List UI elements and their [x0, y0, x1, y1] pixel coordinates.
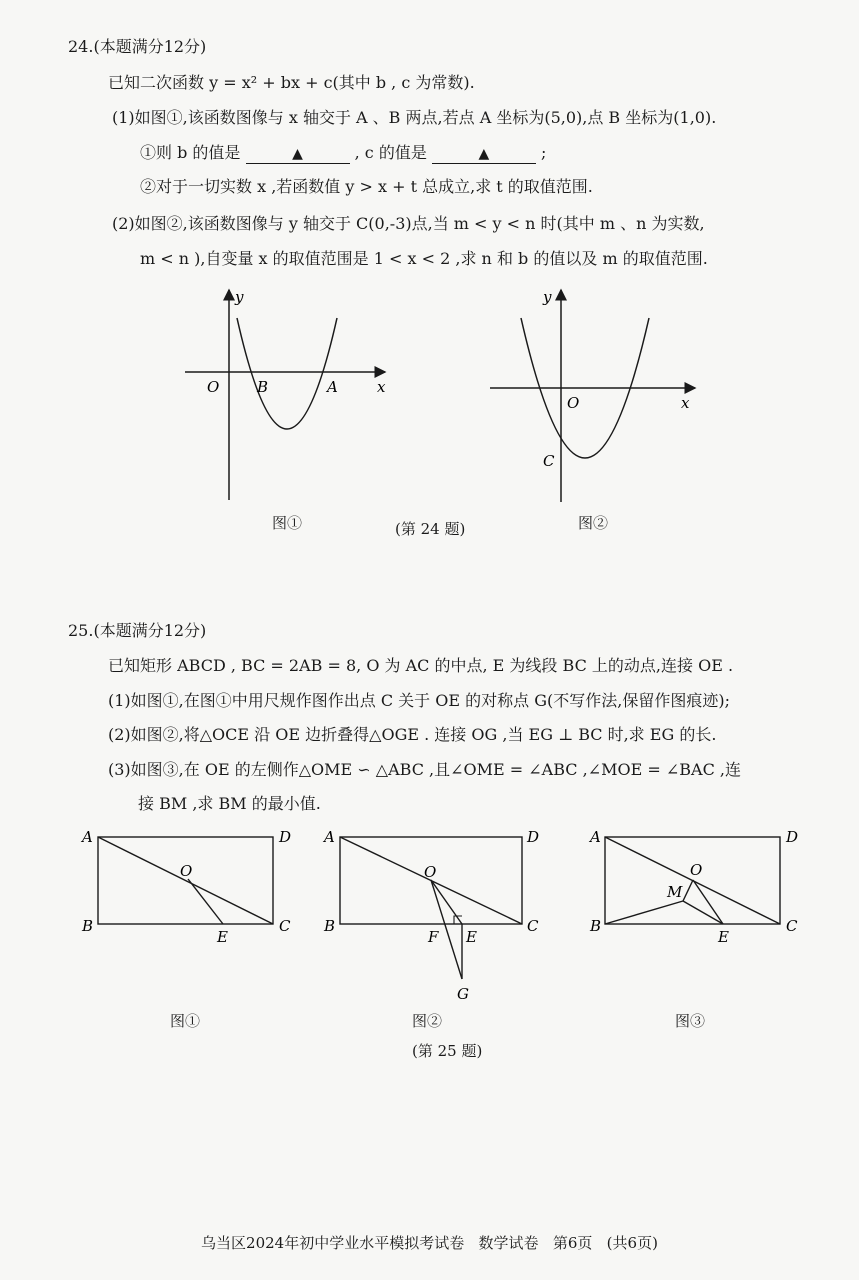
label-a: A [82, 828, 93, 846]
label-m: M [667, 883, 683, 901]
q25-fig1-caption: 图① [170, 1012, 201, 1030]
parabola-curve [237, 318, 337, 429]
q24-part1a-pre: ①则 b 的值是 [140, 143, 241, 162]
label-d: D [527, 828, 540, 846]
label-b: B [324, 917, 336, 935]
label-f: F [428, 928, 439, 946]
origin-label: O [207, 378, 220, 396]
label-d: D [786, 828, 799, 846]
segment-oe [693, 880, 723, 924]
origin-label: O [567, 394, 580, 412]
label-o: O [180, 862, 193, 880]
q25-caption: (第 25 题) [412, 1042, 483, 1060]
q24-part1: (1)如图①,该函数图像与 x 轴交于 A 、B 两点,若点 A 坐标为(5,0),点 B 坐标为(1,0). [112, 108, 717, 127]
q25-part3a: (3)如图③,在 OE 的左侧作△OME ∽ △ABC ,且∠OME = ∠ABC ,∠MOE = ∠BAC ,连 [108, 760, 742, 779]
q25-part1: (1)如图①,在图①中用尺规作图作出点 C 关于 OE 的对称点 G(不写作法,保留作图痕迹); [108, 691, 730, 710]
q24-figure-2 [485, 280, 710, 505]
y-axis-label: y [543, 288, 552, 306]
q24-fig2-caption: 图② [578, 514, 609, 532]
label-d: D [279, 828, 292, 846]
y-axis-label: y [235, 288, 244, 306]
q24-fig1-caption: 图① [272, 514, 303, 532]
q25-fig2-caption: 图② [412, 1012, 443, 1030]
q24-part1b: ②对于一切实数 x ,若函数值 y > x + t 总成立,求 t 的取值范围. [140, 177, 593, 196]
q24-part2b: m < n ),自变量 x 的取值范围是 1 < x < 2 ,求 n 和 b 的值以及 m 的取值范围. [140, 249, 708, 268]
blank-marker: ▲ [292, 146, 303, 162]
q24-header: 24.(本题满分12分) [68, 37, 207, 56]
segment-me [683, 901, 723, 924]
x-axis-label: x [681, 394, 690, 412]
q25-figure-1 [75, 825, 300, 945]
label-c: C [527, 917, 539, 935]
q25-part2: (2)如图②,将△OCE 沿 OE 边折叠得△OGE . 连接 OG ,当 EG ⊥ BC 时,求 EG 的长. [108, 725, 717, 744]
label-a: A [324, 828, 335, 846]
label-c: C [786, 917, 798, 935]
label-e: E [466, 928, 477, 946]
q25-header: 25.(本题满分12分) [68, 621, 207, 640]
q24-part1a-end: ; [541, 143, 547, 162]
label-o: O [690, 861, 703, 879]
segment-om [683, 880, 693, 901]
q25-stem: 已知矩形 ABCD , BC = 2AB = 8, O 为 AC 的中点, E 为线段 BC 上的动点,连接 OE . [108, 656, 734, 675]
label-b: B [82, 917, 94, 935]
segment-oe [431, 880, 462, 924]
label-a: A [590, 828, 601, 846]
label-g: G [457, 985, 469, 1003]
point-b-label: B [257, 378, 269, 396]
point-c-label: C [543, 452, 555, 470]
q24-stem: 已知二次函数 y = x² + bx + c(其中 b , c 为常数). [108, 73, 475, 92]
x-axis-label: x [377, 378, 386, 396]
answer-blank-c[interactable] [432, 145, 536, 164]
q24-part1a [140, 142, 546, 164]
q25-figure-2 [320, 825, 545, 1010]
label-e: E [217, 928, 228, 945]
point-a-label: A [327, 378, 338, 396]
q24-part2a: (2)如图②,该函数图像与 y 轴交于 C(0,-3)点,当 m < y < n 时(其中 m 、n 为实数, [112, 214, 705, 233]
label-c: C [279, 917, 291, 935]
blank-marker: ▲ [478, 146, 490, 162]
label-b: B [590, 917, 602, 935]
label-o: O [424, 863, 437, 881]
q25-part3b: 接 BM ,求 BM 的最小值. [138, 794, 321, 813]
segment-oe [188, 879, 223, 924]
q24-figure-1 [175, 280, 400, 505]
diagonal-ac [98, 837, 273, 924]
page-footer: 乌当区2024年初中学业水平模拟考试卷 数学试卷 第6页 (共6页) [201, 1234, 658, 1252]
answer-blank-b[interactable] [246, 145, 350, 164]
segment-bm [605, 901, 683, 924]
label-e: E [718, 928, 729, 945]
q25-figure-3 [575, 825, 800, 945]
q25-fig3-caption: 图③ [675, 1012, 706, 1030]
q24-caption: (第 24 题) [395, 520, 466, 538]
q24-part1a-mid: , c 的值是 [354, 143, 427, 162]
